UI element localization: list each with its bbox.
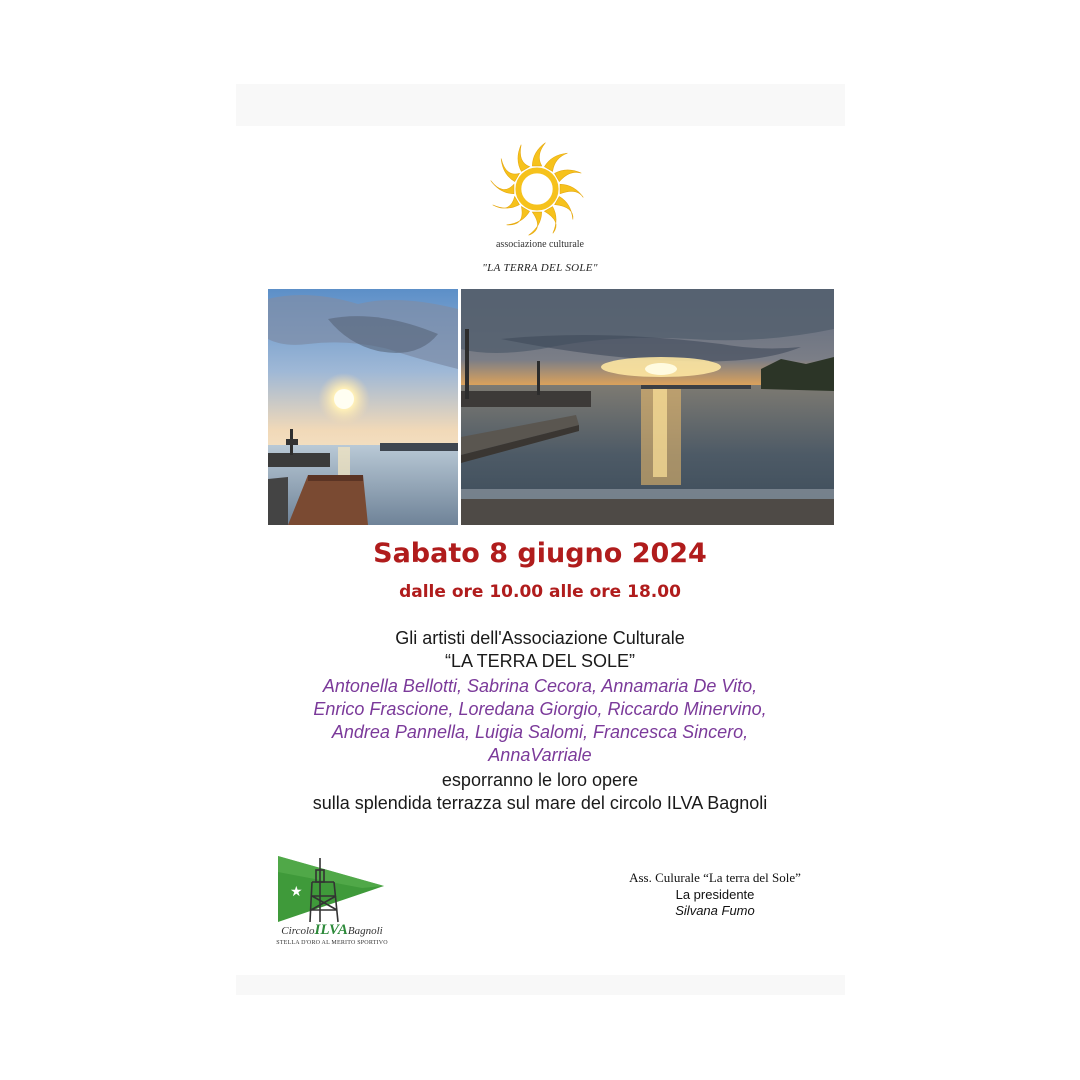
circolo-suffix: Bagnoli: [347, 925, 383, 937]
intro-line-1: Gli artisti dell'Associazione Culturale: [395, 628, 685, 648]
sun-ray: [544, 207, 556, 234]
artists-list: [0, 675, 1080, 767]
circolo-tagline: STELLA D'ORO AL MERITO SPORTIVO: [276, 940, 388, 946]
sun-ray: [544, 153, 567, 171]
signature-association: Ass. Culurale “La terra del Sole”: [629, 870, 801, 885]
signature-block: [600, 870, 830, 918]
signature-name: Silvana Fumo: [675, 903, 755, 918]
sun-ray: [560, 184, 583, 197]
photo-sunset-pier: [268, 289, 458, 525]
event-date: Sabato 8 giugno 2024: [373, 538, 707, 569]
circolo-wordmark: [272, 922, 392, 946]
sun-ray: [491, 181, 514, 194]
sun-ray: [507, 207, 530, 225]
artists-line: Enrico Frascione, Loredana Giorgio, Riccardo Minervino,: [313, 699, 767, 719]
photo-sunset-bay: [461, 289, 834, 525]
artists-line: Antonella Bellotti, Sabrina Cecora, Annamaria De Vito,: [322, 676, 758, 696]
sun-ray: [501, 159, 519, 182]
artists-line: AnnaVarriale: [488, 745, 592, 765]
page-top-band: [236, 84, 845, 126]
sun-ray: [532, 143, 545, 166]
artists-line: Andrea Pannella, Luigia Salomi, Francesca Sincero,: [331, 722, 749, 742]
page-bottom-band: [236, 975, 845, 995]
sun-ray: [555, 170, 582, 182]
svg-text:★: ★: [290, 884, 303, 900]
association-name: "LA TERRA DEL SOLE": [482, 262, 598, 274]
association-subtitle: associazione culturale: [495, 239, 584, 250]
sun-logo-icon: [488, 140, 586, 238]
sun-ray: [555, 196, 573, 219]
sun-ray: [529, 212, 542, 235]
circolo-ilva: ILVA: [314, 922, 348, 938]
closing-line-1: esporranno le loro opere: [441, 770, 639, 790]
sun-ray: [518, 145, 530, 172]
closing-line-2: sulla splendida terrazza sul mare del circolo ILVA Bagnoli: [312, 793, 768, 813]
signature-role: La presidente: [675, 887, 755, 902]
intro-line-2: “LA TERRA DEL SOLE”: [444, 651, 636, 671]
circolo-prefix: Circolo: [281, 925, 315, 937]
sun-ray: [493, 196, 520, 208]
event-time: dalle ore 10.00 alle ore 18.00: [399, 582, 681, 602]
